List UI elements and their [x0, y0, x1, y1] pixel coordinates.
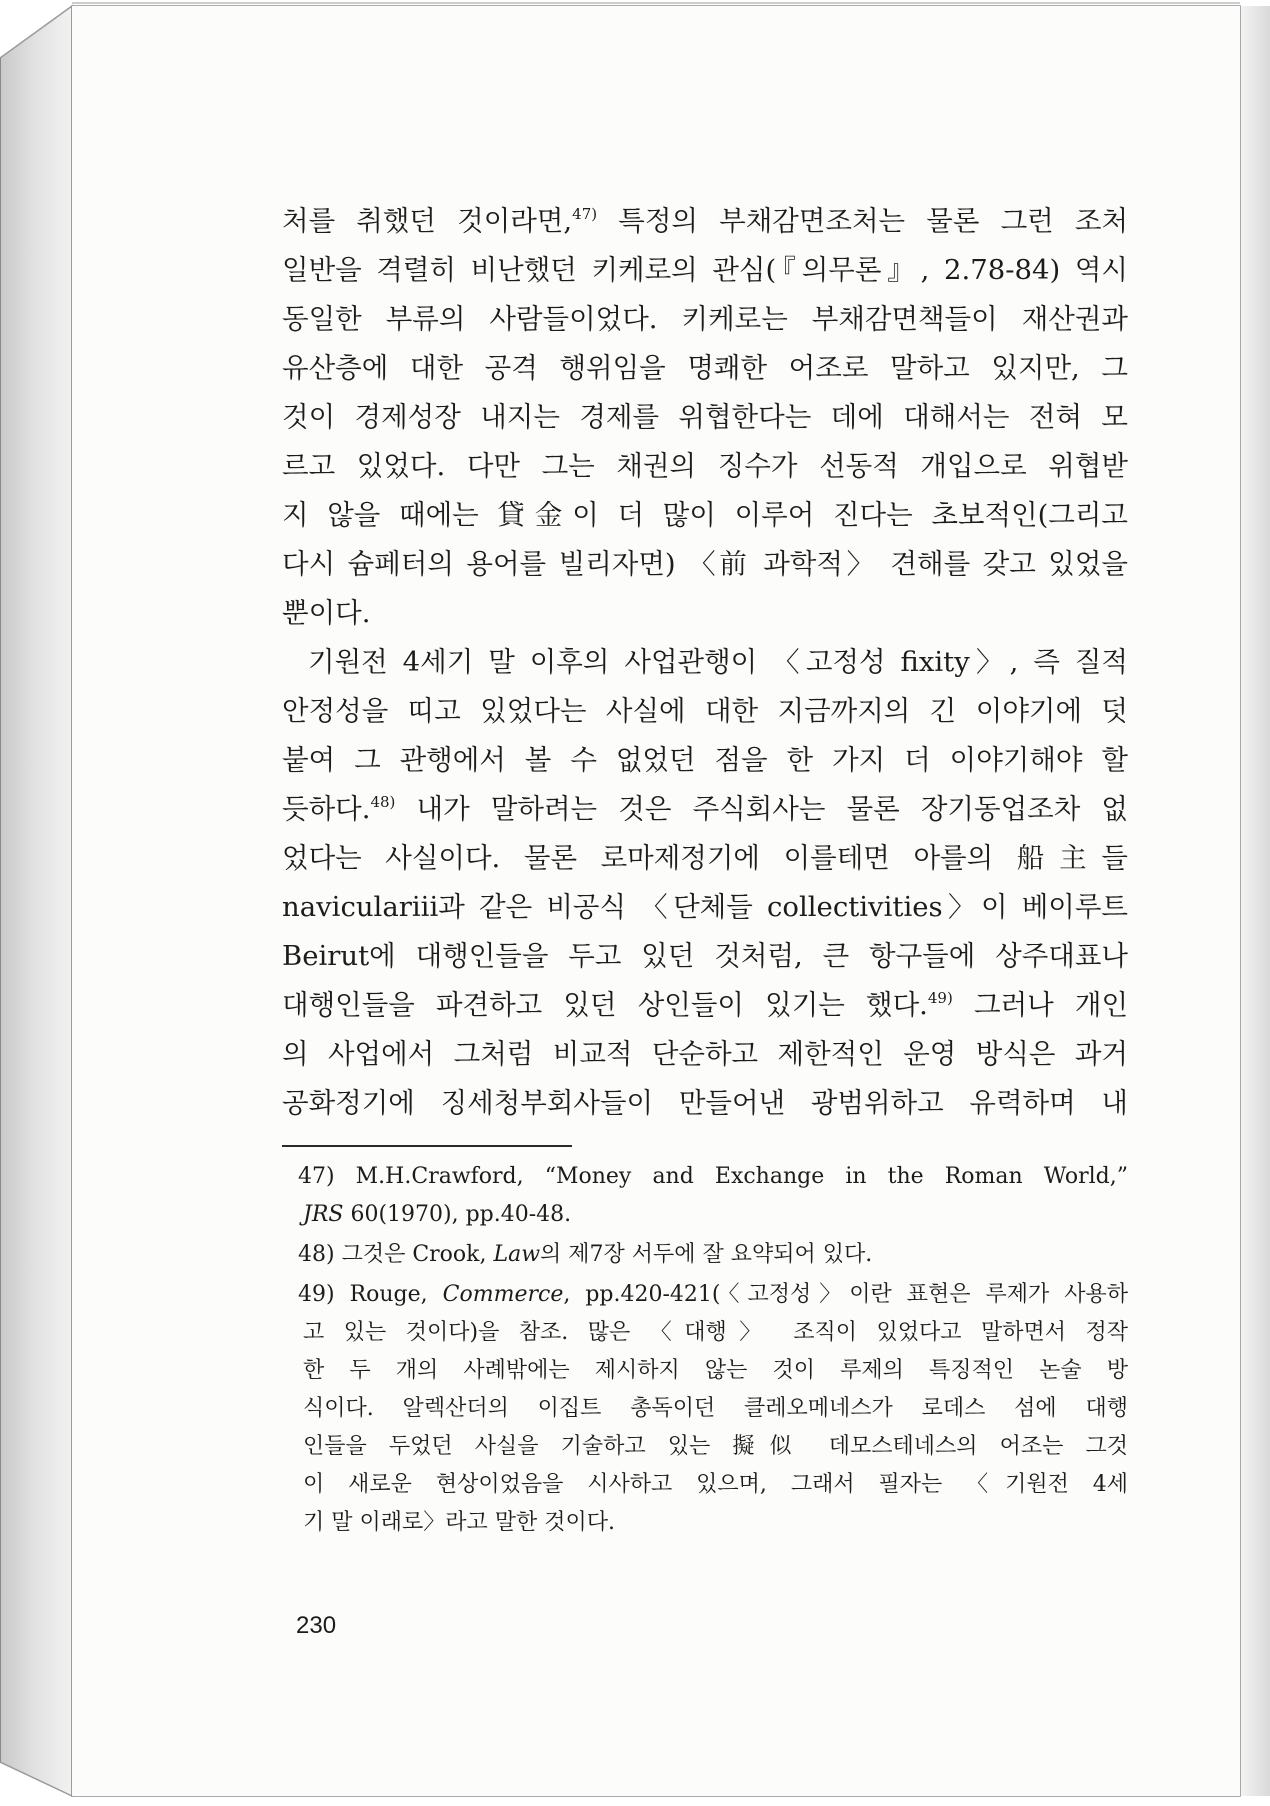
body-line: 의 사업에서 그처럼 비교적 단순하고 제한적인 운영 방식은 과거 [282, 1038, 1128, 1070]
footnote-line: 기 말 이래로〉라고 말한 것이다. [303, 1510, 615, 1535]
body-line: 유산층에 대한 공격 행위임을 명쾌한 어조로 말하고 있지만, 그 [282, 352, 1128, 384]
footnote-line: 고 있는 것이다)을 참조. 많은 〈대행〉 조직이 있었다고 말하면서 정작 [303, 1320, 1128, 1345]
footnote-line: 식이다. 알렉산더의 이집트 총독이던 클레오메네스가 로데스 섬에 대행 [303, 1396, 1128, 1421]
body-line: 대행인들을 파견하고 있던 상인들이 있기는 했다.$^{49)}$ 그러나 개인 [282, 989, 1129, 1021]
footnote-line: 48) 그것은 Crook, Law의 제7장 서두에 잘 요약되어 있다. [298, 1242, 873, 1267]
body-line: 안정성을 띠고 있었다는 사실에 대한 지금까지의 긴 이야기에 덧 [282, 695, 1128, 727]
footnotes [298, 1158, 1128, 1544]
footnote-49 [298, 1276, 1128, 1542]
body-text [282, 197, 1128, 1128]
body-line: 듯하다.$^{48)}$ 내가 말하려는 것은 주식회사는 물론 장기동업조차 없 [282, 793, 1128, 825]
footnote-ref-47[interactable]: 47) [572, 205, 598, 223]
footnote-line: 47) M.H.Crawford, “Money and Exchange in the Roman World,” [298, 1164, 1128, 1189]
footnote-ref-49[interactable]: 49) [927, 989, 953, 1007]
footnote-line: 인들을 두었던 사실을 기술하고 있는 擬似 데모스테네스의 어조는 그것 [303, 1434, 1128, 1459]
body-line: 것이 경제성장 내지는 경제를 위협한다는 데에 대해서는 전혀 모 [282, 401, 1128, 433]
body-line: 기원전 4세기 말 이후의 사업관행이 〈고정성 fixity〉, 즉 질적 [308, 646, 1128, 678]
footnote-separator [282, 1145, 572, 1147]
body-line: Beirut에 대행인들을 두고 있던 것처럼, 큰 항구들에 상주대표나 [282, 940, 1128, 972]
body-line: 지 않을 때에는 貸金이 더 많이 이루어 진다는 초보적인(그리고 [282, 499, 1128, 531]
body-line: 르고 있었다. 다만 그는 채권의 징수가 선동적 개입으로 위협받 [282, 450, 1128, 482]
body-line: 붙여 그 관행에서 볼 수 없었던 점을 한 가지 더 이야기해야 할 [282, 744, 1128, 776]
footnote-line: 한 두 개의 사례밖에는 제시하지 않는 것이 루제의 특징적인 논술 방 [303, 1358, 1128, 1383]
body-line: 다시 슘페터의 용어를 빌리자면) 〈前 과학적〉 견해를 갖고 있었을 [282, 548, 1128, 580]
footnote-line: 이 새로운 현상이었음을 시사하고 있으며, 그래서 필자는 〈기원전 4세 [303, 1472, 1128, 1497]
body-line: 동일한 부류의 사람들이었다. 키케로는 부채감면책들이 재산권과 [282, 303, 1128, 335]
body-line: 일반을 격렬히 비난했던 키케로의 관심(『의무론』, 2.78-84) 역시 [282, 254, 1128, 286]
body-line: 뿐이다. [282, 597, 371, 629]
body-line: 었다는 사실이다. 물론 로마제정기에 이를테면 아를의 船主들 [282, 842, 1128, 874]
footnote-48 [298, 1236, 1128, 1274]
body-line: 처를 취했던 것이라면,$^{47)}$ 특정의 부채감면조처는 물론 그런 조처 [282, 205, 1129, 237]
body-line: 공화정기에 징세청부회사들이 만들어낸 광범위하고 유력하며 내 [282, 1087, 1128, 1119]
footnote-line: JRS 60(1970), pp.40-48. [303, 1202, 572, 1227]
footnote-ref-48[interactable]: 48) [370, 793, 396, 811]
footnote-47 [298, 1158, 1128, 1234]
body-line: naviculariii과 같은 비공식 〈단체들 collectivities〉이 베이루트 [282, 891, 1128, 923]
footnote-line: 49) Rouge, Commerce, pp.420-421(〈고정성〉이란 표현은 루제가 사용하 [298, 1282, 1129, 1307]
page-number: 230 [296, 1612, 337, 1639]
